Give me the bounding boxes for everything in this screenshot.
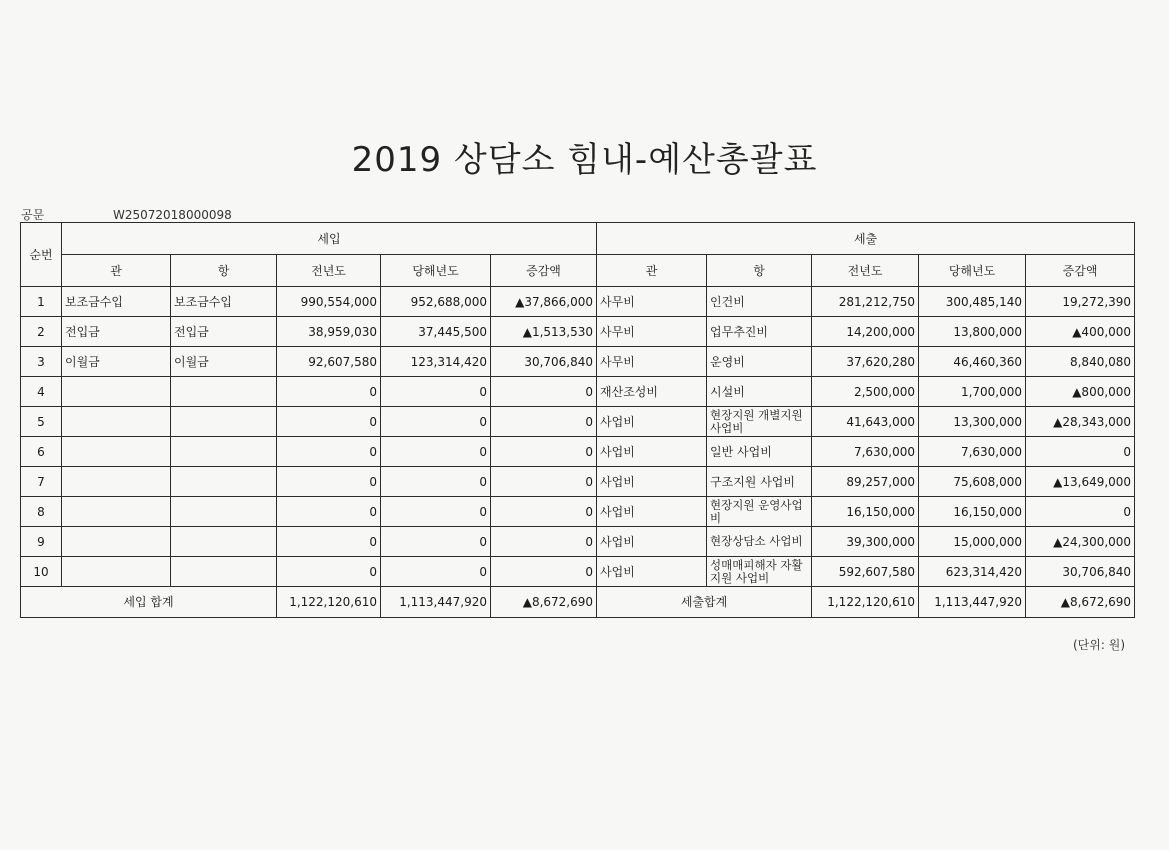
header-expense-curr: 당해년도 <box>919 255 1026 287</box>
expense-prev: 41,643,000 <box>812 407 919 437</box>
row-no: 3 <box>21 347 62 377</box>
income-kwan <box>62 437 171 467</box>
expense-kwan: 사무비 <box>597 347 707 377</box>
income-diff: 0 <box>491 437 597 467</box>
expense-prev: 2,500,000 <box>812 377 919 407</box>
income-hang: 이월금 <box>171 347 277 377</box>
income-kwan <box>62 497 171 527</box>
expense-curr: 13,800,000 <box>919 317 1026 347</box>
income-curr: 0 <box>381 467 491 497</box>
budget-summary-table <box>20 222 1135 618</box>
income-diff: 0 <box>491 377 597 407</box>
expense-curr: 623,314,420 <box>919 557 1026 587</box>
income-kwan <box>62 467 171 497</box>
income-kwan <box>62 557 171 587</box>
income-kwan <box>62 527 171 557</box>
income-prev: 0 <box>277 497 381 527</box>
header-expense-diff: 증감액 <box>1026 255 1135 287</box>
totals-row <box>21 587 1135 618</box>
income-total-label: 세입 합계 <box>21 587 277 618</box>
expense-diff: ▲13,649,000 <box>1026 467 1135 497</box>
expense-total-diff: ▲8,672,690 <box>1026 587 1135 618</box>
table-row <box>21 437 1135 467</box>
income-prev: 0 <box>277 407 381 437</box>
income-hang <box>171 557 277 587</box>
header-expense-prev: 전년도 <box>812 255 919 287</box>
expense-hang: 현장지원 운영사업비 <box>707 497 812 527</box>
income-diff: 0 <box>491 467 597 497</box>
expense-hang: 현장상담소 사업비 <box>707 527 812 557</box>
expense-kwan: 사업비 <box>597 527 707 557</box>
expense-curr: 46,460,360 <box>919 347 1026 377</box>
expense-total-curr: 1,113,447,920 <box>919 587 1026 618</box>
expense-diff: 19,272,390 <box>1026 287 1135 317</box>
income-hang <box>171 437 277 467</box>
income-diff: ▲1,513,530 <box>491 317 597 347</box>
income-hang: 전입금 <box>171 317 277 347</box>
expense-curr: 75,608,000 <box>919 467 1026 497</box>
income-diff: ▲37,866,000 <box>491 287 597 317</box>
table-row <box>21 317 1135 347</box>
income-diff: 0 <box>491 407 597 437</box>
income-hang: 보조금수입 <box>171 287 277 317</box>
income-curr: 0 <box>381 557 491 587</box>
row-no: 1 <box>21 287 62 317</box>
header-row-top <box>21 223 1135 255</box>
expense-diff: ▲24,300,000 <box>1026 527 1135 557</box>
income-hang <box>171 377 277 407</box>
expense-prev: 39,300,000 <box>812 527 919 557</box>
expense-hang: 시설비 <box>707 377 812 407</box>
header-income-diff: 증감액 <box>491 255 597 287</box>
row-no: 6 <box>21 437 62 467</box>
doc-number-value: W25072018000098 <box>113 208 232 222</box>
row-no: 10 <box>21 557 62 587</box>
document-title: 2019 상담소 힘내-예산총괄표 <box>351 140 818 180</box>
expense-prev: 592,607,580 <box>812 557 919 587</box>
header-row-sub <box>21 255 1135 287</box>
row-no: 5 <box>21 407 62 437</box>
income-hang <box>171 407 277 437</box>
income-prev: 0 <box>277 377 381 407</box>
header-income: 세입 <box>62 223 597 255</box>
row-no: 7 <box>21 467 62 497</box>
table-row <box>21 287 1135 317</box>
expense-prev: 7,630,000 <box>812 437 919 467</box>
income-prev: 0 <box>277 437 381 467</box>
expense-diff: 30,706,840 <box>1026 557 1135 587</box>
expense-curr: 13,300,000 <box>919 407 1026 437</box>
table-row <box>21 497 1135 527</box>
income-curr: 123,314,420 <box>381 347 491 377</box>
income-kwan: 이월금 <box>62 347 171 377</box>
expense-kwan: 사업비 <box>597 497 707 527</box>
income-total-curr: 1,113,447,920 <box>381 587 491 618</box>
expense-kwan: 재산조성비 <box>597 377 707 407</box>
expense-kwan: 사업비 <box>597 467 707 497</box>
table-row <box>21 527 1135 557</box>
expense-hang: 현장지원 개별지원 사업비 <box>707 407 812 437</box>
expense-kwan: 사업비 <box>597 557 707 587</box>
expense-hang: 업무추진비 <box>707 317 812 347</box>
expense-prev: 14,200,000 <box>812 317 919 347</box>
expense-total-label: 세출합계 <box>597 587 812 618</box>
income-diff: 0 <box>491 497 597 527</box>
expense-prev: 16,150,000 <box>812 497 919 527</box>
row-no: 8 <box>21 497 62 527</box>
income-prev: 0 <box>277 527 381 557</box>
expense-diff: 0 <box>1026 437 1135 467</box>
expense-curr: 7,630,000 <box>919 437 1026 467</box>
expense-hang: 인건비 <box>707 287 812 317</box>
income-curr: 0 <box>381 497 491 527</box>
income-diff: 0 <box>491 527 597 557</box>
expense-kwan: 사무비 <box>597 317 707 347</box>
income-hang <box>171 527 277 557</box>
row-no: 4 <box>21 377 62 407</box>
expense-diff: 0 <box>1026 497 1135 527</box>
table-row <box>21 407 1135 437</box>
expense-hang: 구조지원 사업비 <box>707 467 812 497</box>
expense-hang: 성매매피해자 자활지원 사업비 <box>707 557 812 587</box>
expense-curr: 15,000,000 <box>919 527 1026 557</box>
header-expense-kwan: 관 <box>597 255 707 287</box>
document-number <box>21 206 421 223</box>
row-no: 2 <box>21 317 62 347</box>
expense-total-prev: 1,122,120,610 <box>812 587 919 618</box>
header-expense: 세출 <box>597 223 1135 255</box>
income-diff: 30,706,840 <box>491 347 597 377</box>
income-total-prev: 1,122,120,610 <box>277 587 381 618</box>
expense-diff: ▲28,343,000 <box>1026 407 1135 437</box>
income-curr: 37,445,500 <box>381 317 491 347</box>
income-curr: 952,688,000 <box>381 287 491 317</box>
expense-diff: 8,840,080 <box>1026 347 1135 377</box>
income-prev: 0 <box>277 557 381 587</box>
expense-prev: 89,257,000 <box>812 467 919 497</box>
table-row <box>21 467 1135 497</box>
expense-prev: 281,212,750 <box>812 287 919 317</box>
expense-kwan: 사업비 <box>597 407 707 437</box>
table-row <box>21 557 1135 587</box>
income-kwan <box>62 407 171 437</box>
row-no: 9 <box>21 527 62 557</box>
income-kwan <box>62 377 171 407</box>
income-hang <box>171 497 277 527</box>
expense-kwan: 사무비 <box>597 287 707 317</box>
header-income-kwan: 관 <box>62 255 171 287</box>
income-prev: 0 <box>277 467 381 497</box>
income-curr: 0 <box>381 407 491 437</box>
income-prev: 92,607,580 <box>277 347 381 377</box>
income-curr: 0 <box>381 377 491 407</box>
expense-kwan: 사업비 <box>597 437 707 467</box>
table-row <box>21 377 1135 407</box>
income-total-diff: ▲8,672,690 <box>491 587 597 618</box>
income-kwan: 전입금 <box>62 317 171 347</box>
expense-curr: 1,700,000 <box>919 377 1026 407</box>
table-row <box>21 347 1135 377</box>
header-expense-hang: 항 <box>707 255 812 287</box>
income-hang <box>171 467 277 497</box>
expense-hang: 일반 사업비 <box>707 437 812 467</box>
doc-label: 공문 <box>21 208 45 222</box>
expense-curr: 16,150,000 <box>919 497 1026 527</box>
income-curr: 0 <box>381 527 491 557</box>
unit-note: (단위: 원) <box>1073 638 1125 652</box>
expense-diff: ▲400,000 <box>1026 317 1135 347</box>
income-prev: 38,959,030 <box>277 317 381 347</box>
income-kwan: 보조금수입 <box>62 287 171 317</box>
income-prev: 990,554,000 <box>277 287 381 317</box>
income-curr: 0 <box>381 437 491 467</box>
header-income-curr: 당해년도 <box>381 255 491 287</box>
expense-hang: 운영비 <box>707 347 812 377</box>
expense-curr: 300,485,140 <box>919 287 1026 317</box>
header-income-prev: 전년도 <box>277 255 381 287</box>
expense-prev: 37,620,280 <box>812 347 919 377</box>
expense-diff: ▲800,000 <box>1026 377 1135 407</box>
header-seq: 순번 <box>21 223 62 287</box>
income-diff: 0 <box>491 557 597 587</box>
header-income-hang: 항 <box>171 255 277 287</box>
